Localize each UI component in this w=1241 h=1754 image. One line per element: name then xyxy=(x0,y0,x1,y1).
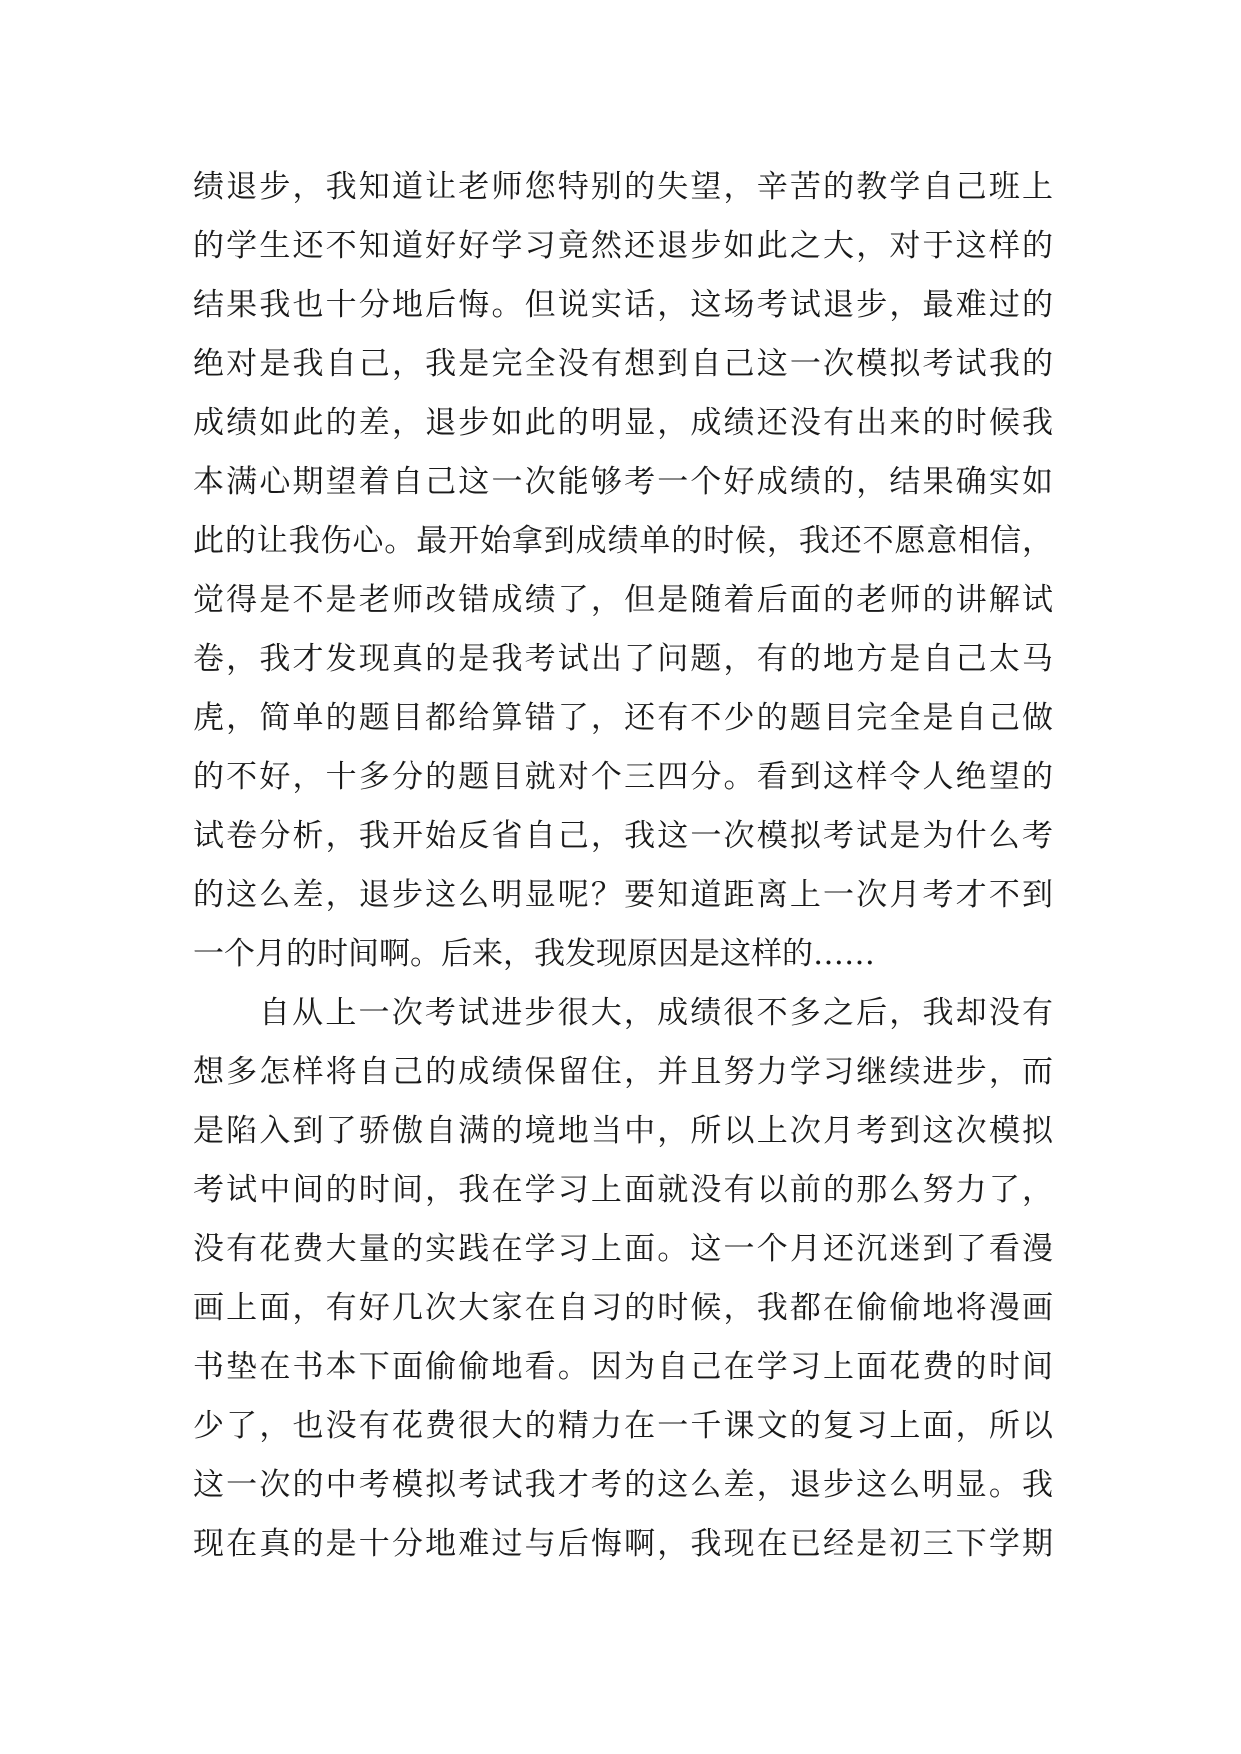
paragraph-1-line-6: 本满心期望着自己这一次能够考一个好成绩的，结果确实如 xyxy=(193,464,1053,500)
paragraph-1-line-7: 此的让我伤心。最开始拿到成绩单的时候，我还不愿意相信， xyxy=(193,523,1053,559)
paragraph-2-line-2: 想多怎样将自己的成绩保留住，并且努力学习继续进步，而 xyxy=(193,1054,1053,1090)
paragraph-2-line-7: 书垫在书本下面偷偷地看。因为自己在学习上面花费的时间 xyxy=(193,1349,1053,1385)
paragraph-2-line-1: 自从上一次考试进步很大，成绩很不多之后，我却没有 xyxy=(259,995,1053,1031)
paragraph-1-line-8: 觉得是不是老师改错成绩了，但是随着后面的老师的讲解试 xyxy=(193,582,1053,618)
paragraph-2-line-9: 这一次的中考模拟考试我才考的这么差，退步这么明显。我 xyxy=(193,1467,1053,1503)
paragraph-2-line-10: 现在真的是十分地难过与后悔啊，我现在已经是初三下学期 xyxy=(193,1526,1053,1562)
paragraph-2-line-8: 少了，也没有花费很大的精力在一千课文的复习上面，所以 xyxy=(193,1408,1053,1444)
paragraph-1-line-14: 一个月的时间啊。后来，我发现原因是这样的…… xyxy=(193,936,875,972)
paragraph-2-line-6: 画上面，有好几次大家在自习的时候，我都在偷偷地将漫画 xyxy=(193,1290,1053,1326)
paragraph-1-line-10: 虎，简单的题目都给算错了，还有不少的题目完全是自己做 xyxy=(193,700,1053,736)
paragraph-1-line-12: 试卷分析，我开始反省自己，我这一次模拟考试是为什么考 xyxy=(193,818,1053,854)
paragraph-2-line-3: 是陷入到了骄傲自满的境地当中，所以上次月考到这次模拟 xyxy=(193,1113,1053,1149)
paragraph-1-line-3: 结果我也十分地后悔。但说实话，这场考试退步，最难过的 xyxy=(193,287,1053,323)
paragraph-1-line-1: 绩退步，我知道让老师您特别的失望，辛苦的教学自己班上 xyxy=(193,169,1053,205)
paragraph-1-line-11: 的不好，十多分的题目就对个三四分。看到这样令人绝望的 xyxy=(193,759,1053,795)
paragraph-2-line-4: 考试中间的时间，我在学习上面就没有以前的那么努力了， xyxy=(193,1172,1053,1208)
paragraph-1-line-9: 卷，我才发现真的是我考试出了问题，有的地方是自己太马 xyxy=(193,641,1053,677)
paragraph-1-line-2: 的学生还不知道好好学习竟然还退步如此之大，对于这样的 xyxy=(193,228,1053,264)
paragraph-2-line-5: 没有花费大量的实践在学习上面。这一个月还沉迷到了看漫 xyxy=(193,1231,1053,1267)
paragraph-1-line-13: 的这么差，退步这么明显呢？要知道距离上一次月考才不到 xyxy=(193,877,1053,913)
document-body xyxy=(193,158,1053,1574)
paragraph-1-line-4: 绝对是我自己，我是完全没有想到自己这一次模拟考试我的 xyxy=(193,346,1053,382)
paragraph-1-line-5: 成绩如此的差，退步如此的明显，成绩还没有出来的时候我 xyxy=(193,405,1053,441)
